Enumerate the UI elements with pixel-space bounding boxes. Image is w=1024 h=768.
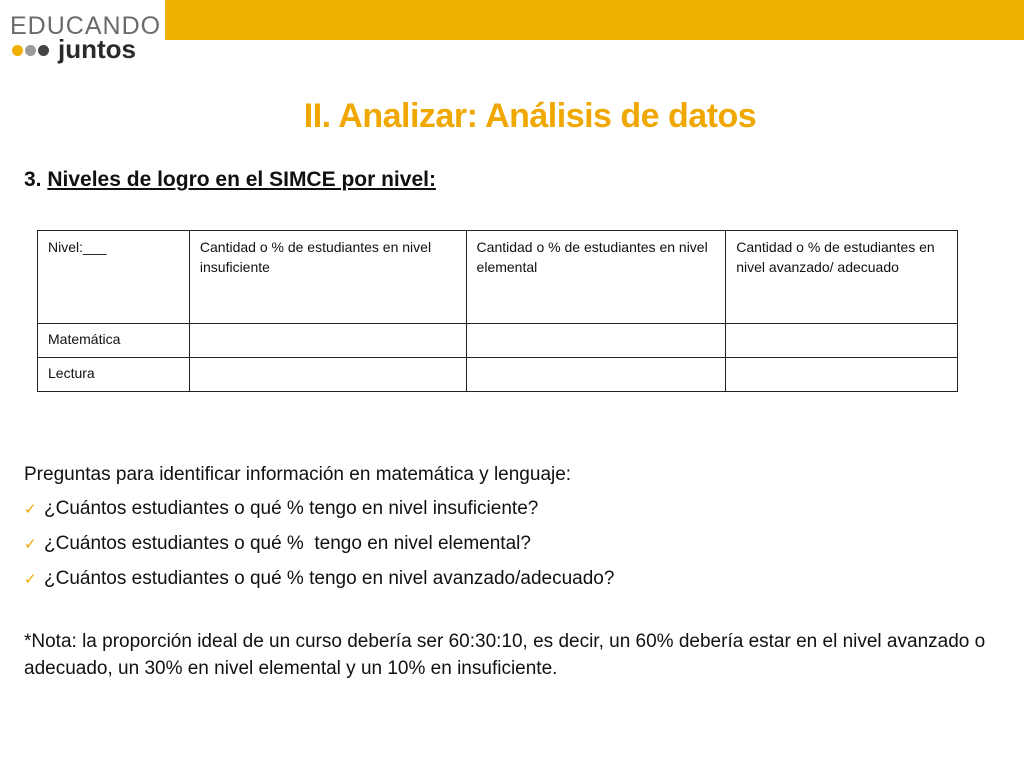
questions-block [24,458,1004,597]
table-cell: Lectura [38,358,190,392]
logo-dot [12,45,23,56]
table-cell [189,358,466,392]
table-header-cell: Cantidad o % de estudiantes en nivel avanzado/ adecuado [726,231,958,324]
table-cell [466,324,726,358]
page-title: II. Analizar: Análisis de datos [303,97,757,135]
question-text: ¿Cuántos estudiantes o qué % tengo en nivel insuficiente? [44,498,539,519]
logo-dots [12,45,49,59]
question-item [24,562,1004,597]
check-icon: ✓ [24,536,37,553]
question-item [24,492,1004,527]
logo-dot [38,45,49,56]
section-number: 3. [24,168,42,191]
table-cell [189,324,466,358]
achievement-levels-table [37,230,958,392]
table-row [38,324,958,358]
table-header-cell: Cantidad o % de estudiantes en nivel insuficiente [189,231,466,324]
section-heading-text: Niveles de logro en el SIMCE por nivel: [47,168,436,191]
table-header-cell: Nivel:___ [38,231,190,324]
check-icon: ✓ [24,571,37,588]
note-text: *Nota: la proporción ideal de un curso debería ser 60:30:10, es decir, un 60% debería estar en el nivel avanzado o adecuado, un 30% en nivel elemental y un 10% en insuficiente. [24,631,986,679]
check-icon: ✓ [24,501,37,518]
table-cell [466,358,726,392]
question-item [24,527,1004,562]
table-cell: Matemática [38,324,190,358]
educando-juntos-logo [0,0,165,70]
logo-word-educando: EDUCANDO [10,12,162,40]
question-text: ¿Cuántos estudiantes o qué % tengo en nivel avanzado/adecuado? [44,568,615,589]
table-row [38,358,958,392]
logo-dot [25,45,36,56]
table-header-cell: Cantidad o % de estudiantes en nivel elemental [466,231,726,324]
table-cell [726,324,958,358]
table-header-row [38,231,958,324]
table-cell [726,358,958,392]
logo-word-juntos: juntos [58,34,136,64]
question-text: ¿Cuántos estudiantes o qué % tengo en nivel elemental? [44,533,531,554]
questions-intro: Preguntas para identificar información en matemática y lenguaje: [24,464,572,485]
section-heading [24,168,436,192]
